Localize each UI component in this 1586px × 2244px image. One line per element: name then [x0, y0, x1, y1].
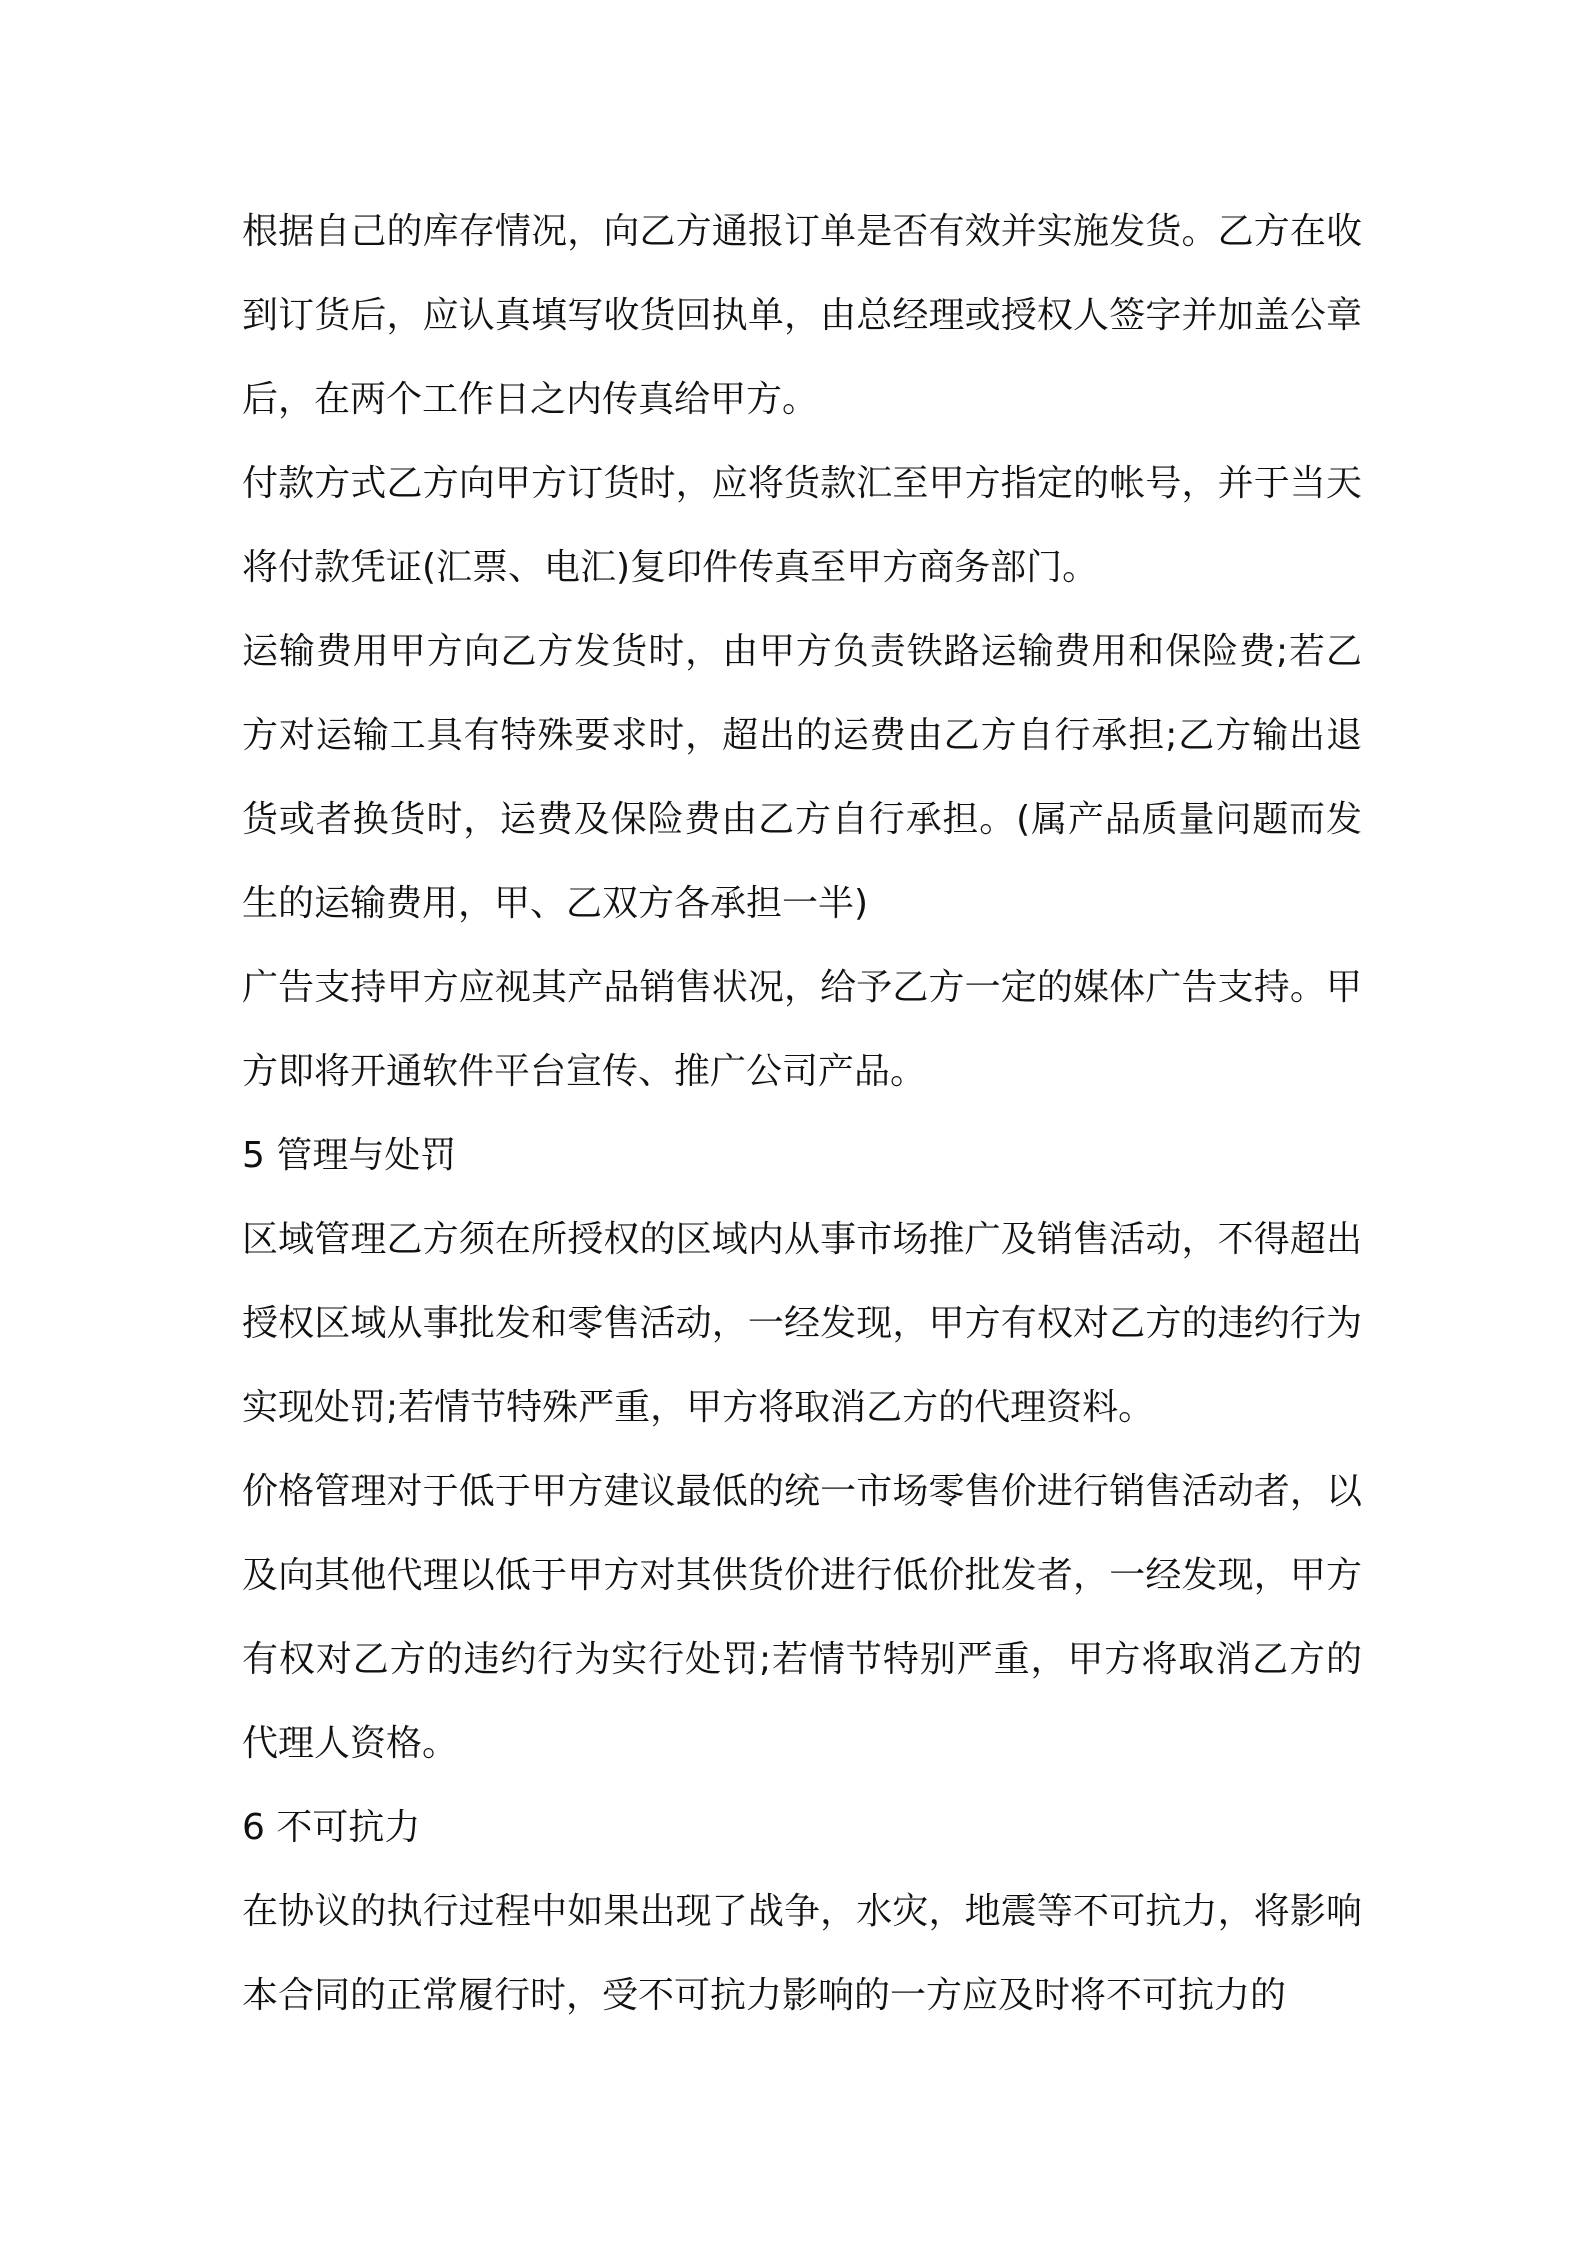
paragraph-force-majeure: 在协议的执行过程中如果出现了战争，水灾，地震等不可抗力，将影响本合同的正常履行时，受不可抗力影响的一方应及时将不可抗力的 [242, 1891, 1362, 2016]
section-heading-force-majeure: 6 不可抗力 [242, 1807, 421, 1848]
paragraph-order-delivery: 根据自己的库存情况，向乙方通报订单是否有效并实施发货。乙方在收到订货后，应认真填写收货回执单，由总经理或授权人签字并加盖公章后，在两个工作日之内传真给甲方。 [242, 211, 1362, 420]
paragraph-regional-management: 区域管理乙方须在所授权的区域内从事市场推广及销售活动，不得超出授权区域从事批发和零售活动，一经发现，甲方有权对乙方的违约行为实现处罚;若情节特殊严重，甲方将取消乙方的代理资料。 [242, 1219, 1362, 1428]
paragraph-price-management: 价格管理对于低于甲方建议最低的统一市场零售价进行销售活动者，以及向其他代理以低于甲方对其供货价进行低价批发者，一经发现，甲方有权对乙方的违约行为实行处罚;若情节特别严重，甲方将取消乙方的代理人资格。 [242, 1471, 1362, 1764]
paragraph-transport-cost: 运输费用甲方向乙方发货时，由甲方负责铁路运输费用和保险费;若乙方对运输工具有特殊要求时，超出的运费由乙方自行承担;乙方输出退货或者换货时，运费及保险费由乙方自行承担。(属产品质量问题而发生的运输费用，甲、乙双方各承担一半) [242, 631, 1362, 924]
paragraph-advertising-support: 广告支持甲方应视其产品销售状况，给予乙方一定的媒体广告支持。甲方即将开通软件平台宣传、推广公司产品。 [242, 967, 1362, 1092]
paragraph-payment-method: 付款方式乙方向甲方订货时，应将货款汇至甲方指定的帐号，并于当天将付款凭证(汇票、电汇)复印件传真至甲方商务部门。 [242, 463, 1362, 588]
section-heading-management: 5 管理与处罚 [242, 1135, 457, 1176]
document-body [242, 190, 1362, 2038]
